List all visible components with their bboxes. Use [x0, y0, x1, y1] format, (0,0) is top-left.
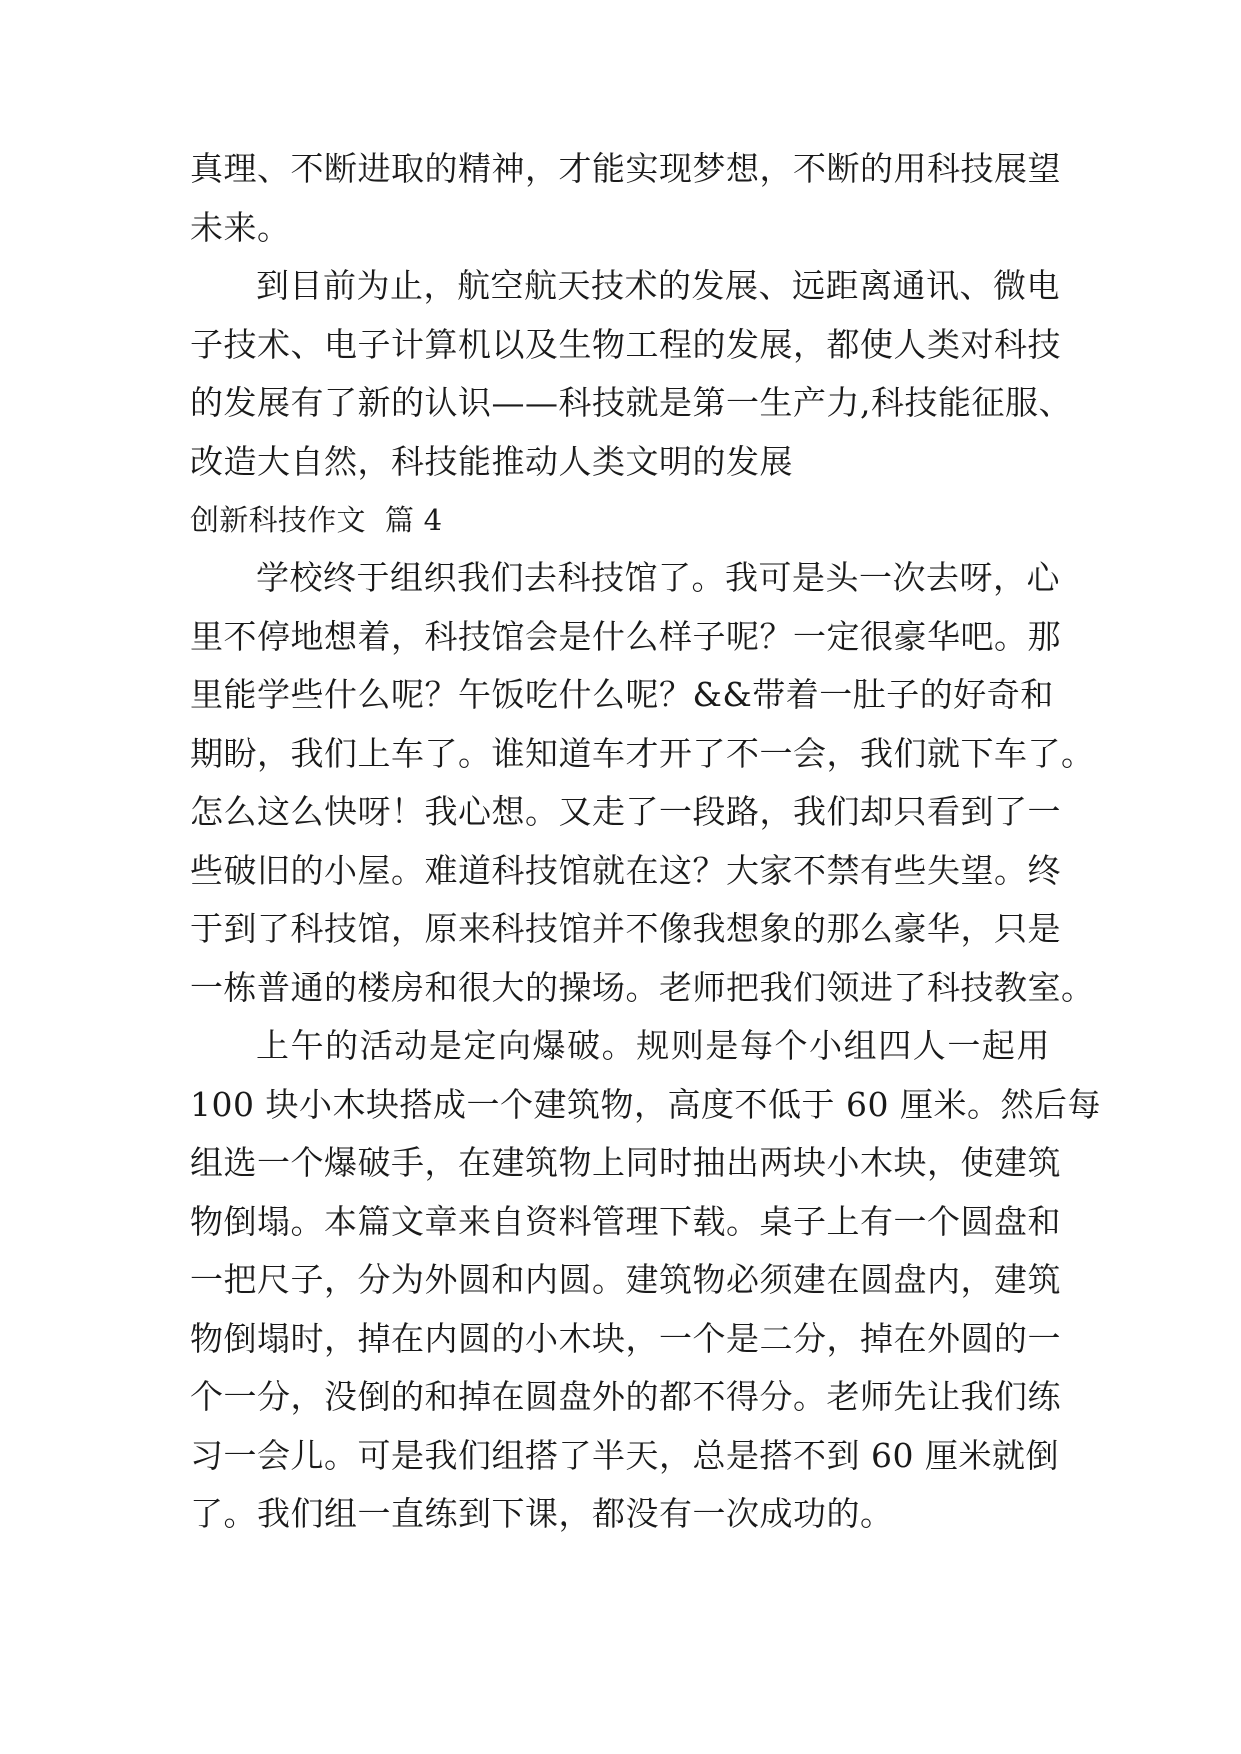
paragraph-visit	[190, 549, 1095, 1017]
text-line: 些破旧的小屋。难道科技馆就在这？大家不禁有些失望。终	[190, 850, 1061, 890]
text-line: 未来。	[190, 207, 291, 247]
text-line: 里能学些什么呢？午饭吃什么呢？&&带着一肚子的好奇和	[190, 675, 1054, 714]
text-line: 物倒塌时，掉在内圆的小木块，一个是二分，掉在外圆的一	[190, 1318, 1061, 1358]
text-line: 里不停地想着，科技馆会是什么样子呢？一定很豪华吧。那	[190, 616, 1061, 656]
text-line: 真理、不断进取的精神，才能实现梦想，不断的用科技展望	[190, 149, 1061, 188]
paragraph-activity	[190, 1017, 1101, 1544]
text-line: 到目前为止，航空航天技术的发展、远距离通讯、微电	[256, 266, 1060, 305]
text-line: 期盼，我们上车了。谁知道车才开了不一会，我们就下车了。	[190, 733, 1095, 773]
text-line: 个一分，没倒的和掉在圆盘外的都不得分。老师先让我们练	[190, 1377, 1061, 1416]
text-line: 组选一个爆破手，在建筑物上同时抽出两块小木块，使建筑	[190, 1143, 1061, 1182]
text-line: 习一会儿。可是我们组搭了半天，总是搭不到 60 厘米就倒	[190, 1435, 1059, 1475]
document-page	[190, 140, 1101, 1544]
text-line: 学校终于组织我们去科技馆了。我可是头一次去呀，心	[256, 558, 1060, 597]
text-line: 上午的活动是定向爆破。规则是每个小组四人一起用	[256, 1026, 1050, 1065]
text-line: 怎么这么快呀！我心想。又走了一段路，我们却只看到了一	[190, 792, 1061, 831]
text-line: 物倒塌。本篇文章来自资料管理下载。桌子上有一个圆盘和	[190, 1201, 1061, 1241]
text-line: 于到了科技馆，原来科技馆并不像我想象的那么豪华，只是	[190, 909, 1061, 948]
paragraph-technology	[190, 257, 1072, 491]
text-line: 改造大自然，科技能推动人类文明的发展	[190, 441, 793, 481]
section-heading: 创新科技作文 篇 4	[190, 503, 443, 537]
text-line: 了。我们组一直练到下课，都没有一次成功的。	[190, 1494, 894, 1533]
text-line: 的发展有了新的认识——科技就是第一生产力,科技能征服、	[190, 383, 1072, 422]
text-line: 一把尺子，分为外圆和内圆。建筑物必须建在圆盘内，建筑	[190, 1260, 1061, 1299]
text-line: 子技术、电子计算机以及生物工程的发展，都使人类对科技	[190, 324, 1061, 364]
paragraph-previous	[190, 140, 1061, 257]
text-line: 100 块小木块搭成一个建筑物，高度不低于 60 厘米。然后每	[190, 1084, 1101, 1124]
text-line: 一栋普通的楼房和很大的操场。老师把我们领进了科技教室。	[190, 967, 1095, 1007]
